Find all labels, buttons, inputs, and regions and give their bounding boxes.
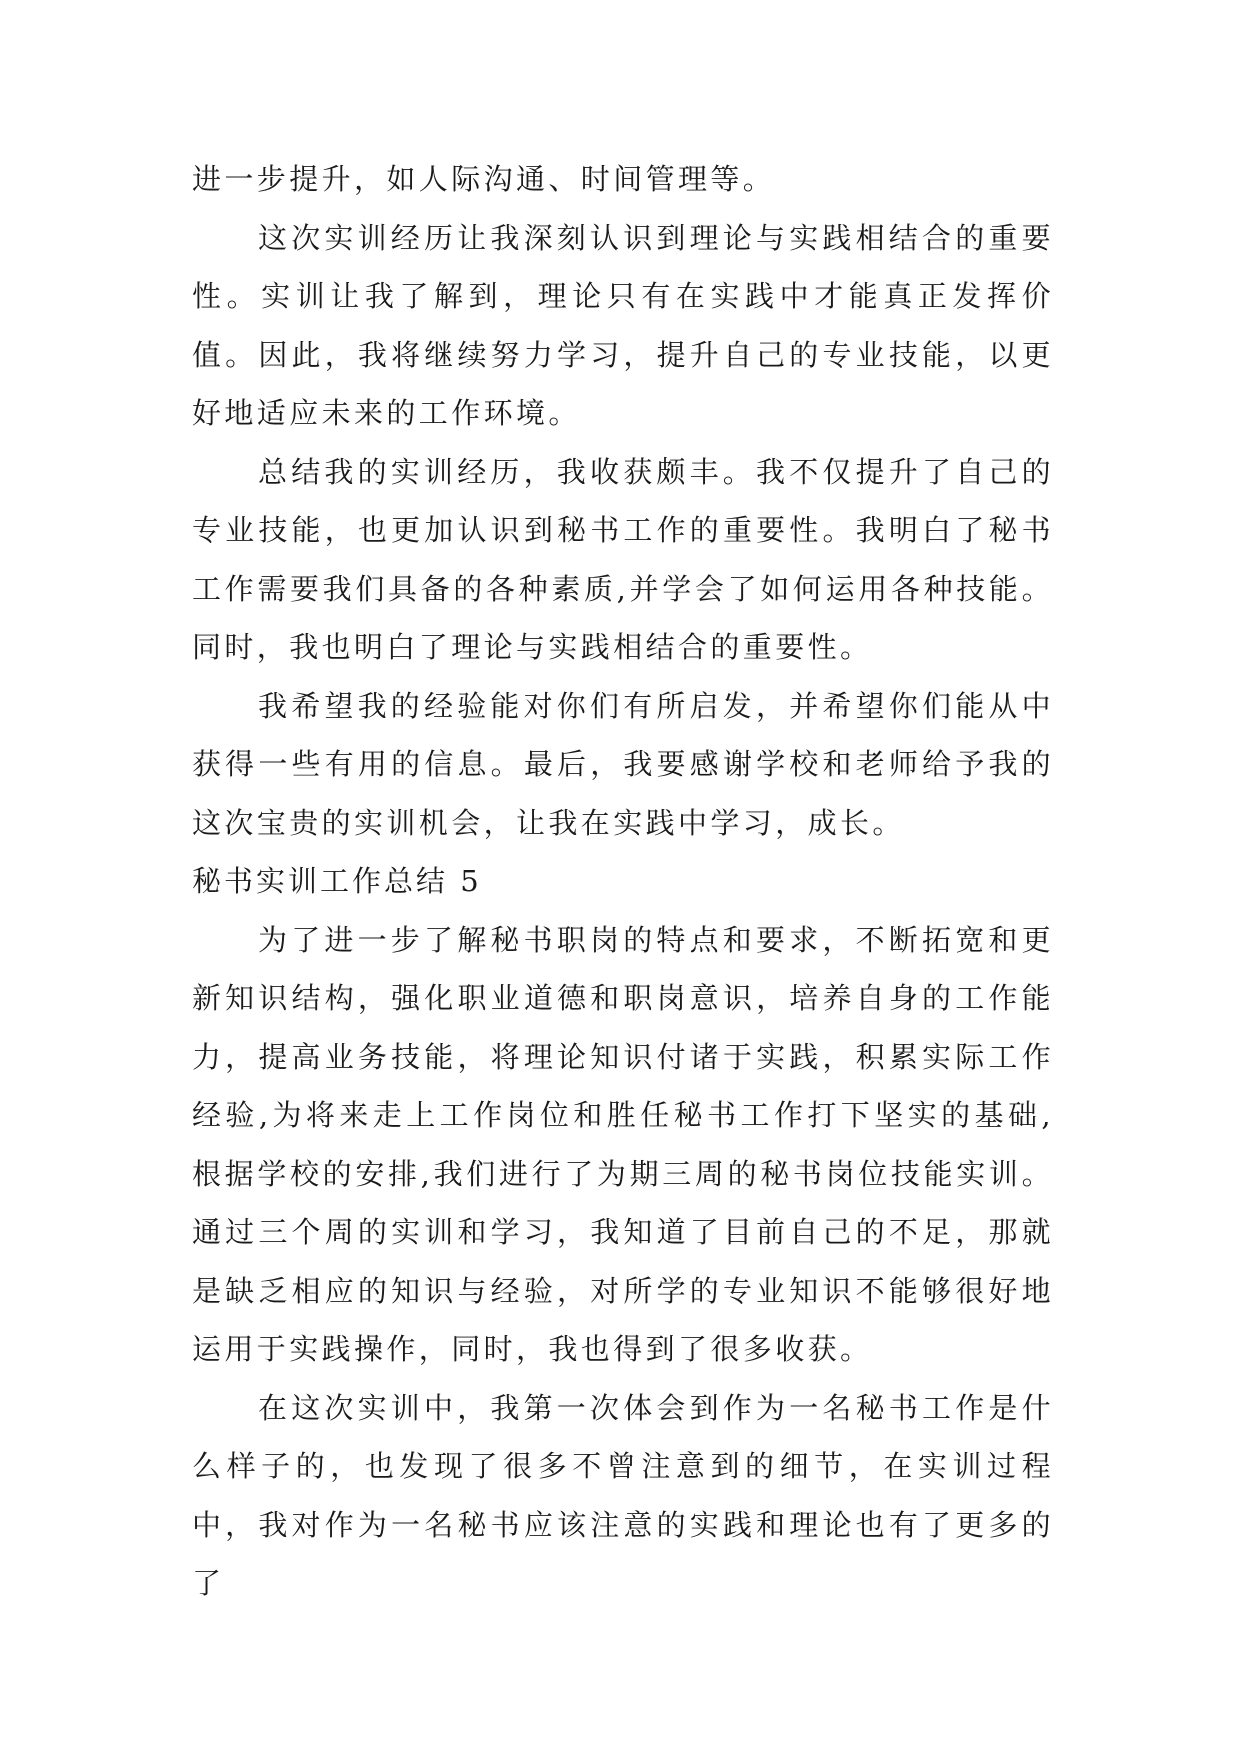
section-heading: 秘书实训工作总结 5 bbox=[192, 864, 482, 898]
document-page bbox=[192, 150, 1054, 1613]
paragraph: 为了进一步了解秘书职岗的特点和要求，不断拓宽和更新知识结构，强化职业道德和职岗意识，培养自身的工作能力，提高业务技能，将理论知识付诸于实践，积累实际工作经验,为将来走上工作岗位和胜任秘书工作打下坚实的基础,根据学校的安排,我们进行了为期三周的秘书岗位技能实训。通过三个周的实训和学习，我知道了目前自己的不足，那就是缺乏相应的知识与经验，对所学的专业知识不能够很好地运用于实践操作，同时，我也得到了很多收获。 bbox=[192, 922, 1054, 1366]
paragraph: 在这次实训中，我第一次体会到作为一名秘书工作是什么样子的，也发现了很多不曾注意到的细节，在实训过程中，我对作为一名秘书应该注意的实践和理论也有了更多的了 bbox=[192, 1390, 1054, 1600]
paragraph: 总结我的实训经历，我收获颇丰。我不仅提升了自己的专业技能，也更加认识到秘书工作的重要性。我明白了秘书工作需要我们具备的各种素质,并学会了如何运用各种技能。同时，我也明白了理论与实践相结合的重要性。 bbox=[192, 454, 1054, 664]
paragraph: 我希望我的经验能对你们有所启发，并希望你们能从中获得一些有用的信息。最后，我要感谢学校和老师给予我的这次宝贵的实训机会，让我在实践中学习，成长。 bbox=[192, 688, 1054, 840]
paragraph-continuation: 进一步提升，如人际沟通、时间管理等。 bbox=[192, 162, 776, 196]
paragraph: 这次实训经历让我深刻认识到理论与实践相结合的重要性。实训让我了解到，理论只有在实践中才能真正发挥价值。因此，我将继续努力学习，提升自己的专业技能，以更好地适应未来的工作环境。 bbox=[192, 220, 1054, 430]
